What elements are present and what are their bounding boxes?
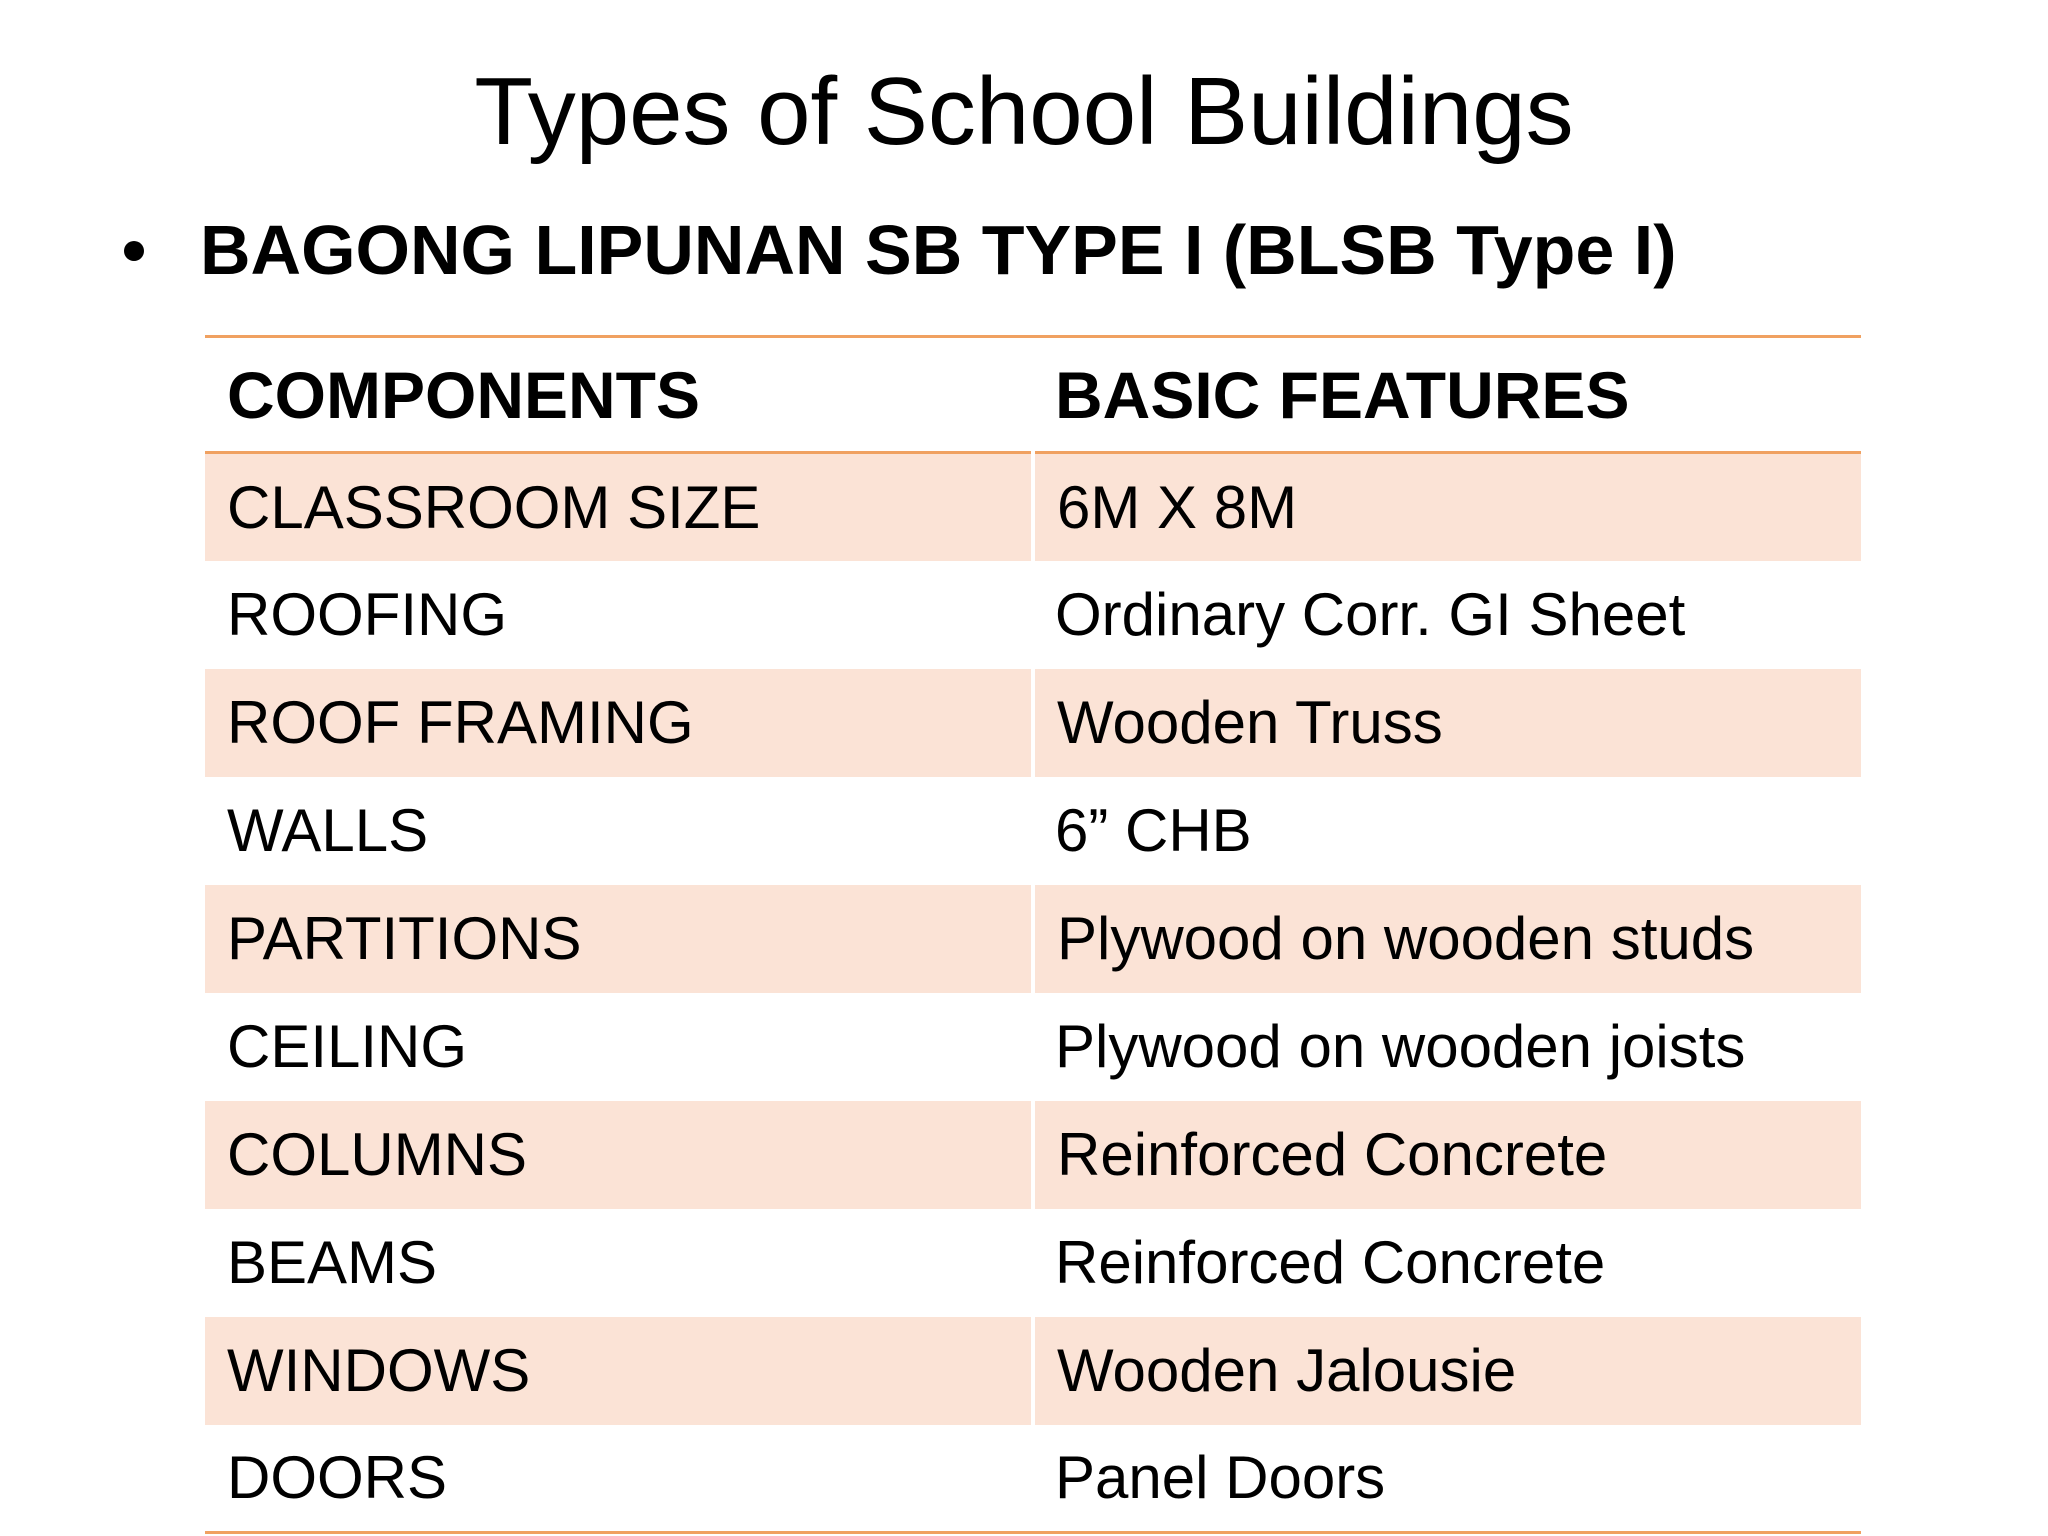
component-cell: ROOFING — [205, 561, 1033, 669]
feature-cell: Plywood on wooden studs — [1033, 885, 1861, 993]
header-basic-features: BASIC FEATURES — [1055, 357, 1630, 432]
slide-title: Types of School Buildings — [474, 58, 1574, 165]
component-cell: WALLS — [205, 777, 1033, 885]
table-row — [205, 561, 1861, 669]
feature-cell: Reinforced Concrete — [1033, 1101, 1861, 1209]
bullet-text: BAGONG LIPUNAN SB TYPE I (BLSB Type I) — [200, 211, 1677, 289]
table-row — [205, 1425, 1861, 1533]
bullet-dot-icon — [124, 241, 144, 261]
table-row — [205, 1317, 1861, 1425]
features-table — [205, 335, 1861, 1534]
feature-cell: Plywood on wooden joists — [1033, 993, 1861, 1101]
table-row — [205, 885, 1861, 993]
component-cell: PARTITIONS — [205, 885, 1033, 993]
feature-cell: Reinforced Concrete — [1033, 1209, 1861, 1317]
table-row — [205, 453, 1861, 561]
component-cell: CEILING — [205, 993, 1033, 1101]
feature-cell: Wooden Jalousie — [1033, 1317, 1861, 1425]
bullet-item — [124, 205, 1677, 295]
component-cell: DOORS — [205, 1425, 1033, 1533]
component-cell: BEAMS — [205, 1209, 1033, 1317]
table-row — [205, 669, 1861, 777]
table-row — [205, 1209, 1861, 1317]
feature-cell: Wooden Truss — [1033, 669, 1861, 777]
table-row — [205, 777, 1861, 885]
table-header-row — [205, 337, 1861, 453]
feature-cell: 6M X 8M — [1033, 453, 1861, 561]
features-table-container — [205, 335, 1861, 1534]
feature-cell: 6” CHB — [1033, 777, 1861, 885]
table-row — [205, 993, 1861, 1101]
component-cell: COLUMNS — [205, 1101, 1033, 1209]
table-row — [205, 1101, 1861, 1209]
header-components: COMPONENTS — [227, 357, 701, 432]
component-cell: WINDOWS — [205, 1317, 1033, 1425]
feature-cell: Ordinary Corr. GI Sheet — [1033, 561, 1861, 669]
component-cell: ROOF FRAMING — [205, 669, 1033, 777]
feature-cell: Panel Doors — [1033, 1425, 1861, 1533]
component-cell: CLASSROOM SIZE — [205, 453, 1033, 561]
